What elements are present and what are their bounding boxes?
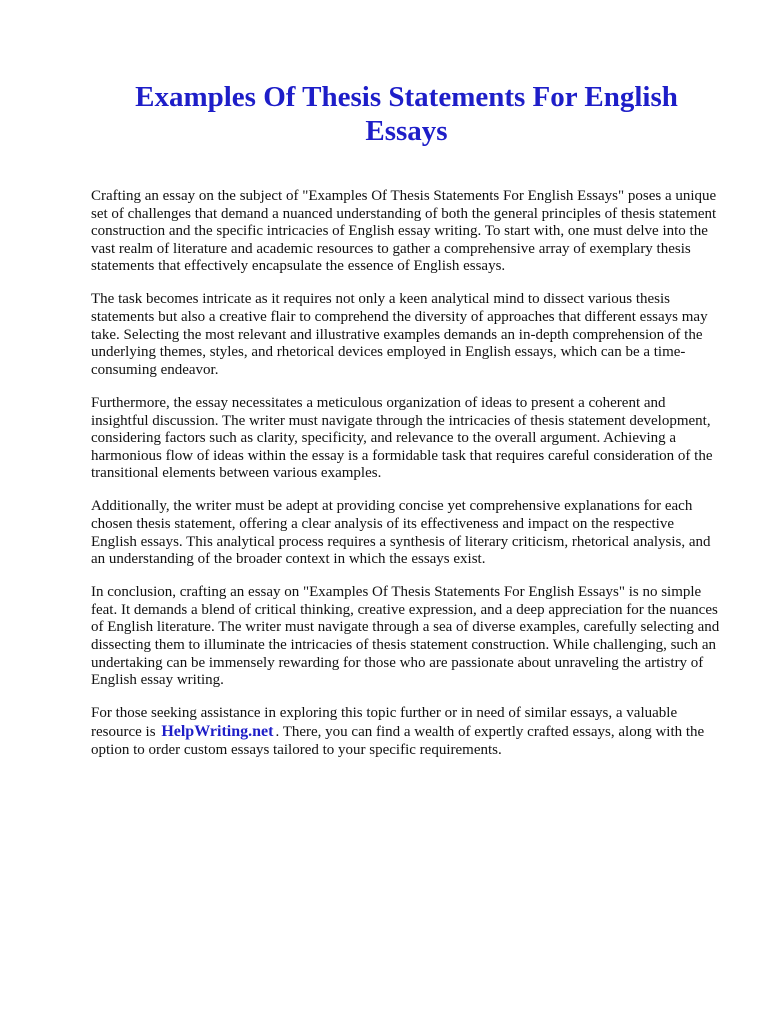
paragraph-organization: Furthermore, the essay necessitates a meticulous organization of ideas to present a coherent and insightful discussion. The writer must navigate through the intricacies of thesis statement development, considering factors such as clarity, specificity, and relevance to the overall argument. Achieving a harmonious flow of ideas within the essay is a formidable task that requires careful consideration of the transitional elements between various examples. bbox=[91, 394, 713, 482]
closing-text-before-link: For those seeking assistance in exploring this topic further or in need of similar essays, a valuable resource is bbox=[91, 705, 678, 740]
paragraph-conclusion: In conclusion, crafting an essay on "Examples Of Thesis Statements For English Essays" is no simple feat. It demands a blend of critical thinking, creative expression, and a deep appreciation for the nuances of English literature. The writer must navigate through a sea of diverse examples, carefully selecting and dissecting them to illuminate the intricacies of thesis statement construction. While challenging, such an undertaking can be immensely rewarding for those who are passionate about unraveling the artistry of English essay writing. bbox=[91, 584, 720, 689]
helpwriting-link[interactable]: HelpWriting.net bbox=[161, 722, 274, 740]
paragraph-intro: Crafting an essay on the subject of "Examples Of Thesis Statements For English Essays" poses a unique set of challenges that demand a nuanced understanding of both the general principles of thesis statement construction and the specific intricacies of English essay writing. To start with, one must delve into the vast realm of literature and academic resources to gather a comprehensive array of exemplary thesis statements that effectively encapsulate the essence of English essays. bbox=[91, 188, 717, 275]
page-title: Examples Of Thesis Statements For English Essays bbox=[135, 81, 678, 147]
paragraph-task: The task becomes intricate as it requires not only a keen analytical mind to dissect various thesis statements but also a creative flair to comprehend the diversity of approaches that different essays may take. Selecting the most relevant and illustrative examples demands an in-depth comprehension of the underlying themes, styles, and rhetorical devices employed in English essays, which can be a time-consuming endeavor. bbox=[91, 291, 708, 378]
closing-text-after-link: . There, you can find a wealth of expertly crafted essays, along with the option to order custom essays tailored to your specific requirements. bbox=[91, 723, 705, 758]
paragraph-closing bbox=[91, 705, 722, 759]
paragraph-analysis: Additionally, the writer must be adept at providing concise yet comprehensive explanations for each chosen thesis statement, offering a clear analysis of its effectiveness and impact on the respective English essays. This analytical process requires a synthesis of literary criticism, rhetorical analysis, and an understanding of the broader context in which the essays exist. bbox=[91, 498, 711, 568]
